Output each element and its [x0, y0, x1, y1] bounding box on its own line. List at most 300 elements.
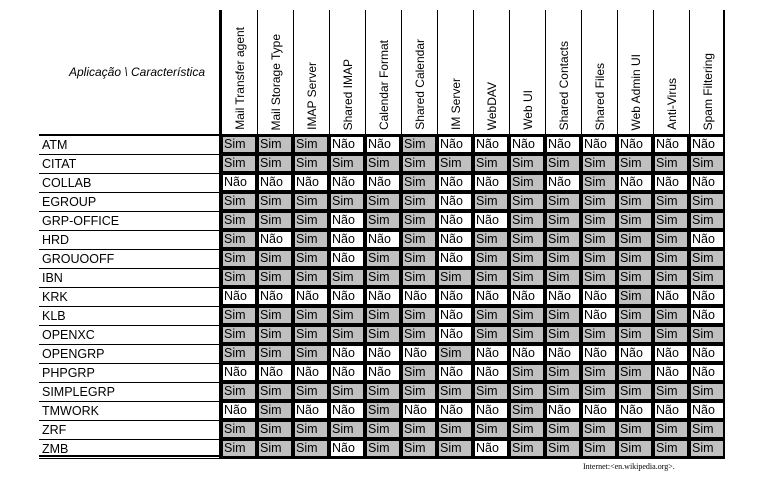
- cell-value: Não: [583, 308, 615, 323]
- cell-value: Não: [403, 289, 435, 304]
- table-cell: [509, 212, 545, 231]
- table-cell: [509, 326, 545, 345]
- row-label: PHPGRP: [39, 364, 221, 383]
- column-header-label: IMAP Server: [304, 62, 319, 130]
- cell-value: Não: [259, 175, 291, 190]
- table-cell: [437, 440, 473, 459]
- cell-value: Não: [331, 289, 363, 304]
- cell-value: Sim: [475, 308, 507, 323]
- cell-value: Sim: [583, 365, 615, 380]
- table-cell: [221, 364, 257, 383]
- table-cell: [293, 288, 329, 307]
- cell-value: Não: [475, 346, 507, 361]
- cell-value: Sim: [691, 270, 723, 285]
- table-cell: [689, 231, 725, 250]
- cell-value: Sim: [295, 232, 327, 247]
- cell-value: Não: [439, 327, 471, 342]
- cell-value: Sim: [655, 251, 687, 266]
- table-cell: [437, 288, 473, 307]
- table-cell: [221, 174, 257, 193]
- cell-value: Não: [655, 403, 687, 418]
- table-cell: [221, 288, 257, 307]
- table-cell: [401, 174, 437, 193]
- cell-value: Sim: [511, 441, 543, 456]
- table-cell: [257, 440, 293, 459]
- cell-value: Sim: [475, 156, 507, 171]
- cell-value: Sim: [547, 327, 579, 342]
- table-cell: [473, 155, 509, 174]
- table-cell: [293, 402, 329, 421]
- table-cell: [437, 402, 473, 421]
- cell-value: Sim: [619, 270, 651, 285]
- table-cell: [617, 212, 653, 231]
- table-cell: [437, 307, 473, 326]
- cell-value: Sim: [439, 384, 471, 399]
- table-cell: [545, 364, 581, 383]
- table-cell: [689, 250, 725, 269]
- table-cell: [473, 345, 509, 364]
- cell-value: Sim: [583, 251, 615, 266]
- table-cell: [365, 212, 401, 231]
- cell-value: Não: [331, 213, 363, 228]
- table-cell: [689, 193, 725, 212]
- corner-header: Aplicação \ Característica: [39, 10, 221, 136]
- table-cell: [221, 383, 257, 402]
- table-cell: [653, 155, 689, 174]
- table-cell: [653, 345, 689, 364]
- row-label: KLB: [39, 307, 221, 326]
- table-cell: [545, 193, 581, 212]
- table-cell: [617, 307, 653, 326]
- cell-value: Sim: [259, 403, 291, 418]
- table-cell: [473, 174, 509, 193]
- cell-value: Não: [511, 289, 543, 304]
- cell-value: Sim: [403, 175, 435, 190]
- table-cell: [293, 383, 329, 402]
- cell-value: Sim: [475, 251, 507, 266]
- table-cell: [437, 174, 473, 193]
- cell-value: Sim: [691, 327, 723, 342]
- cell-value: Sim: [259, 156, 291, 171]
- cell-value: Sim: [619, 213, 651, 228]
- table-cell: [473, 440, 509, 459]
- table-cell: [653, 307, 689, 326]
- table-cell: [257, 231, 293, 250]
- table-cell: [365, 364, 401, 383]
- cell-value: Sim: [295, 156, 327, 171]
- table-cell: [293, 250, 329, 269]
- cell-value: Sim: [223, 194, 255, 209]
- cell-value: Sim: [403, 422, 435, 437]
- cell-value: Sim: [295, 270, 327, 285]
- cell-value: Não: [331, 365, 363, 380]
- table-cell: [257, 212, 293, 231]
- cell-value: Sim: [223, 422, 255, 437]
- table-cell: [293, 421, 329, 440]
- table-cell: [401, 250, 437, 269]
- table-cell: [437, 326, 473, 345]
- cell-value: Não: [439, 289, 471, 304]
- table-cell: [329, 250, 365, 269]
- table-cell: [221, 155, 257, 174]
- table-cell: [545, 421, 581, 440]
- table-cell: [653, 364, 689, 383]
- cell-value: Não: [511, 137, 543, 152]
- table-cell: [509, 421, 545, 440]
- cell-value: Não: [439, 194, 471, 209]
- table-cell: [365, 269, 401, 288]
- cell-value: Sim: [583, 232, 615, 247]
- cell-value: Sim: [367, 403, 399, 418]
- cell-value: Sim: [367, 327, 399, 342]
- cell-value: Sim: [583, 270, 615, 285]
- cell-value: Sim: [403, 194, 435, 209]
- table-cell: [653, 193, 689, 212]
- cell-value: Sim: [259, 308, 291, 323]
- table-cell: [365, 345, 401, 364]
- table-cell: [437, 383, 473, 402]
- table-cell: [257, 155, 293, 174]
- cell-value: Sim: [475, 232, 507, 247]
- cell-value: Sim: [655, 422, 687, 437]
- cell-value: Sim: [367, 194, 399, 209]
- row-label: KRK: [39, 288, 221, 307]
- table-cell: [329, 440, 365, 459]
- cell-value: Sim: [583, 422, 615, 437]
- cell-value: Não: [547, 289, 579, 304]
- table-cell: [437, 269, 473, 288]
- table-cell: [617, 326, 653, 345]
- table-cell: [293, 345, 329, 364]
- cell-value: Não: [403, 346, 435, 361]
- table-cell: [329, 231, 365, 250]
- table-cell: [545, 345, 581, 364]
- cell-value: Não: [547, 175, 579, 190]
- table-cell: [329, 402, 365, 421]
- column-header: [545, 10, 581, 136]
- cell-value: Não: [259, 289, 291, 304]
- table-cell: [581, 193, 617, 212]
- cell-value: Não: [655, 365, 687, 380]
- table-cell: [293, 231, 329, 250]
- cell-value: Sim: [511, 422, 543, 437]
- table-cell: [329, 174, 365, 193]
- table-cell: [581, 212, 617, 231]
- table-cell: [221, 250, 257, 269]
- column-header-label: Spam Filtering: [700, 52, 715, 130]
- cell-value: Não: [439, 137, 471, 152]
- cell-value: Sim: [403, 156, 435, 171]
- table-cell: [365, 440, 401, 459]
- table-cell: [653, 421, 689, 440]
- cell-value: Sim: [691, 384, 723, 399]
- cell-value: Sim: [475, 270, 507, 285]
- column-header-label: Web Admin UI: [628, 53, 643, 130]
- cell-value: Não: [691, 365, 723, 380]
- cell-value: Sim: [439, 441, 471, 456]
- cell-value: Sim: [691, 156, 723, 171]
- cell-value: Sim: [547, 384, 579, 399]
- table-cell: [581, 231, 617, 250]
- cell-value: Sim: [511, 365, 543, 380]
- table-cell: [257, 269, 293, 288]
- table-cell: [689, 345, 725, 364]
- column-header-label: Shared Calendar: [412, 39, 427, 130]
- cell-value: Não: [691, 175, 723, 190]
- table-cell: [473, 307, 509, 326]
- table-cell: [437, 364, 473, 383]
- table-cell: [689, 136, 725, 155]
- cell-value: Não: [223, 175, 255, 190]
- cell-value: Não: [403, 403, 435, 418]
- table-cell: [473, 212, 509, 231]
- cell-value: Não: [655, 175, 687, 190]
- cell-value: Sim: [223, 270, 255, 285]
- cell-value: Sim: [331, 327, 363, 342]
- table-cell: [401, 440, 437, 459]
- cell-value: Não: [223, 403, 255, 418]
- table-cell: [545, 383, 581, 402]
- cell-value: Sim: [691, 213, 723, 228]
- table-cell: [473, 269, 509, 288]
- table-cell: [401, 421, 437, 440]
- table-cell: [329, 326, 365, 345]
- table-cell: [509, 155, 545, 174]
- cell-value: Sim: [619, 441, 651, 456]
- table-cell: [401, 212, 437, 231]
- cell-value: Sim: [439, 422, 471, 437]
- table-cell: [365, 402, 401, 421]
- table-cell: [653, 250, 689, 269]
- column-header: [581, 10, 617, 136]
- table-cell: [437, 231, 473, 250]
- table-cell: [617, 421, 653, 440]
- cell-value: Não: [475, 213, 507, 228]
- table-cell: [473, 250, 509, 269]
- cell-value: Sim: [403, 441, 435, 456]
- cell-value: Sim: [511, 384, 543, 399]
- table-cell: [221, 440, 257, 459]
- column-header-label: Calendar Format: [376, 39, 391, 130]
- cell-value: Não: [619, 403, 651, 418]
- table-cell: [581, 402, 617, 421]
- cell-value: Sim: [367, 213, 399, 228]
- table-cell: [653, 326, 689, 345]
- cell-value: Sim: [367, 422, 399, 437]
- table-cell: [329, 136, 365, 155]
- cell-value: Não: [475, 441, 507, 456]
- cell-value: Não: [655, 289, 687, 304]
- table-cell: [509, 440, 545, 459]
- cell-value: Sim: [439, 346, 471, 361]
- table-cell: [437, 345, 473, 364]
- cell-value: Sim: [655, 194, 687, 209]
- cell-value: Não: [331, 346, 363, 361]
- table-cell: [473, 402, 509, 421]
- cell-value: Sim: [367, 308, 399, 323]
- table-cell: [581, 307, 617, 326]
- cell-value: Sim: [511, 308, 543, 323]
- table-cell: [689, 288, 725, 307]
- column-header-label: Web UI: [520, 90, 535, 130]
- table-cell: [437, 193, 473, 212]
- cell-value: Não: [331, 232, 363, 247]
- table-cell: [689, 174, 725, 193]
- cell-value: Não: [367, 365, 399, 380]
- table-cell: [293, 212, 329, 231]
- table-cell: [617, 193, 653, 212]
- table-cell: [365, 250, 401, 269]
- table-cell: [365, 231, 401, 250]
- table-cell: [365, 326, 401, 345]
- table-cell: [509, 136, 545, 155]
- cell-value: Não: [367, 346, 399, 361]
- cell-value: Não: [439, 175, 471, 190]
- cell-value: Não: [619, 137, 651, 152]
- cell-value: Sim: [223, 156, 255, 171]
- table-cell: [293, 269, 329, 288]
- cell-value: Não: [583, 137, 615, 152]
- table-cell: [329, 345, 365, 364]
- table-cell: [365, 155, 401, 174]
- column-header-label: Shared IMAP: [340, 58, 355, 130]
- cell-value: Sim: [403, 327, 435, 342]
- cell-value: Sim: [583, 441, 615, 456]
- row-label: SIMPLEGRP: [39, 383, 221, 402]
- cell-value: Sim: [619, 251, 651, 266]
- table-cell: [401, 155, 437, 174]
- cell-value: Sim: [619, 422, 651, 437]
- cell-value: Sim: [511, 270, 543, 285]
- column-header: [401, 10, 437, 136]
- table-cell: [401, 364, 437, 383]
- cell-value: Não: [583, 289, 615, 304]
- cell-value: Sim: [583, 175, 615, 190]
- table-cell: [689, 212, 725, 231]
- cell-value: Não: [259, 232, 291, 247]
- table-cell: [221, 402, 257, 421]
- cell-value: Sim: [259, 346, 291, 361]
- table-cell: [473, 288, 509, 307]
- table-cell: [257, 288, 293, 307]
- column-header-label: IM Server: [448, 77, 463, 130]
- cell-value: Sim: [655, 213, 687, 228]
- table-cell: [473, 136, 509, 155]
- cell-value: Sim: [331, 194, 363, 209]
- table-cell: [617, 383, 653, 402]
- table-cell: [509, 345, 545, 364]
- cell-value: Sim: [403, 232, 435, 247]
- cell-value: Não: [295, 403, 327, 418]
- table-cell: [401, 383, 437, 402]
- cell-value: Sim: [295, 422, 327, 437]
- row-label: ZMB: [39, 440, 221, 459]
- table-cell: [653, 136, 689, 155]
- table-cell: [545, 174, 581, 193]
- column-header: [329, 10, 365, 136]
- column-header: [437, 10, 473, 136]
- cell-value: Sim: [475, 327, 507, 342]
- table-cell: [365, 288, 401, 307]
- row-label: TMWORK: [39, 402, 221, 421]
- cell-value: Sim: [547, 194, 579, 209]
- cell-value: Sim: [691, 251, 723, 266]
- cell-value: Sim: [223, 384, 255, 399]
- cell-value: Não: [475, 137, 507, 152]
- cell-value: Sim: [511, 327, 543, 342]
- table-cell: [653, 402, 689, 421]
- table-cell: [365, 136, 401, 155]
- row-label: EGROUP: [39, 193, 221, 212]
- table-cell: [689, 440, 725, 459]
- cell-value: Sim: [223, 213, 255, 228]
- cell-value: Sim: [295, 137, 327, 152]
- table-cell: [293, 326, 329, 345]
- cell-value: Não: [331, 175, 363, 190]
- column-header: [473, 10, 509, 136]
- table-cell: [653, 269, 689, 288]
- cell-value: Sim: [295, 194, 327, 209]
- column-header: [689, 10, 725, 136]
- cell-value: Sim: [295, 327, 327, 342]
- cell-value: Não: [439, 403, 471, 418]
- cell-value: Sim: [259, 441, 291, 456]
- cell-value: Não: [691, 403, 723, 418]
- cell-value: Sim: [295, 441, 327, 456]
- cell-value: Sim: [259, 251, 291, 266]
- cell-value: Não: [655, 137, 687, 152]
- table-cell: [689, 326, 725, 345]
- cell-value: Não: [439, 308, 471, 323]
- table-cell: [257, 421, 293, 440]
- cell-value: Não: [547, 137, 579, 152]
- column-header: [365, 10, 401, 136]
- cell-value: Não: [619, 346, 651, 361]
- table-cell: [221, 307, 257, 326]
- cell-value: Sim: [223, 346, 255, 361]
- table-cell: [581, 345, 617, 364]
- table-cell: [617, 288, 653, 307]
- cell-value: Não: [367, 289, 399, 304]
- column-header: [509, 10, 545, 136]
- cell-value: Não: [439, 232, 471, 247]
- cell-value: Sim: [475, 422, 507, 437]
- column-header-label: Mail Storage Type: [268, 33, 283, 130]
- cell-value: Sim: [511, 156, 543, 171]
- table-cell: [221, 231, 257, 250]
- cell-value: Sim: [547, 213, 579, 228]
- column-header: [257, 10, 293, 136]
- table-cell: [545, 212, 581, 231]
- cell-value: Sim: [619, 289, 651, 304]
- cell-value: Sim: [403, 308, 435, 323]
- cell-value: Sim: [331, 156, 363, 171]
- cell-value: Sim: [223, 441, 255, 456]
- cell-value: Sim: [655, 156, 687, 171]
- cell-value: Sim: [619, 365, 651, 380]
- table-cell: [257, 402, 293, 421]
- table-cell: [617, 345, 653, 364]
- cell-value: Sim: [691, 441, 723, 456]
- cell-value: Sim: [547, 232, 579, 247]
- table-cell: [329, 269, 365, 288]
- table-cell: [581, 269, 617, 288]
- cell-value: Sim: [259, 137, 291, 152]
- table-cell: [545, 402, 581, 421]
- table-cell: [293, 307, 329, 326]
- cell-value: Sim: [223, 327, 255, 342]
- table-cell: [581, 288, 617, 307]
